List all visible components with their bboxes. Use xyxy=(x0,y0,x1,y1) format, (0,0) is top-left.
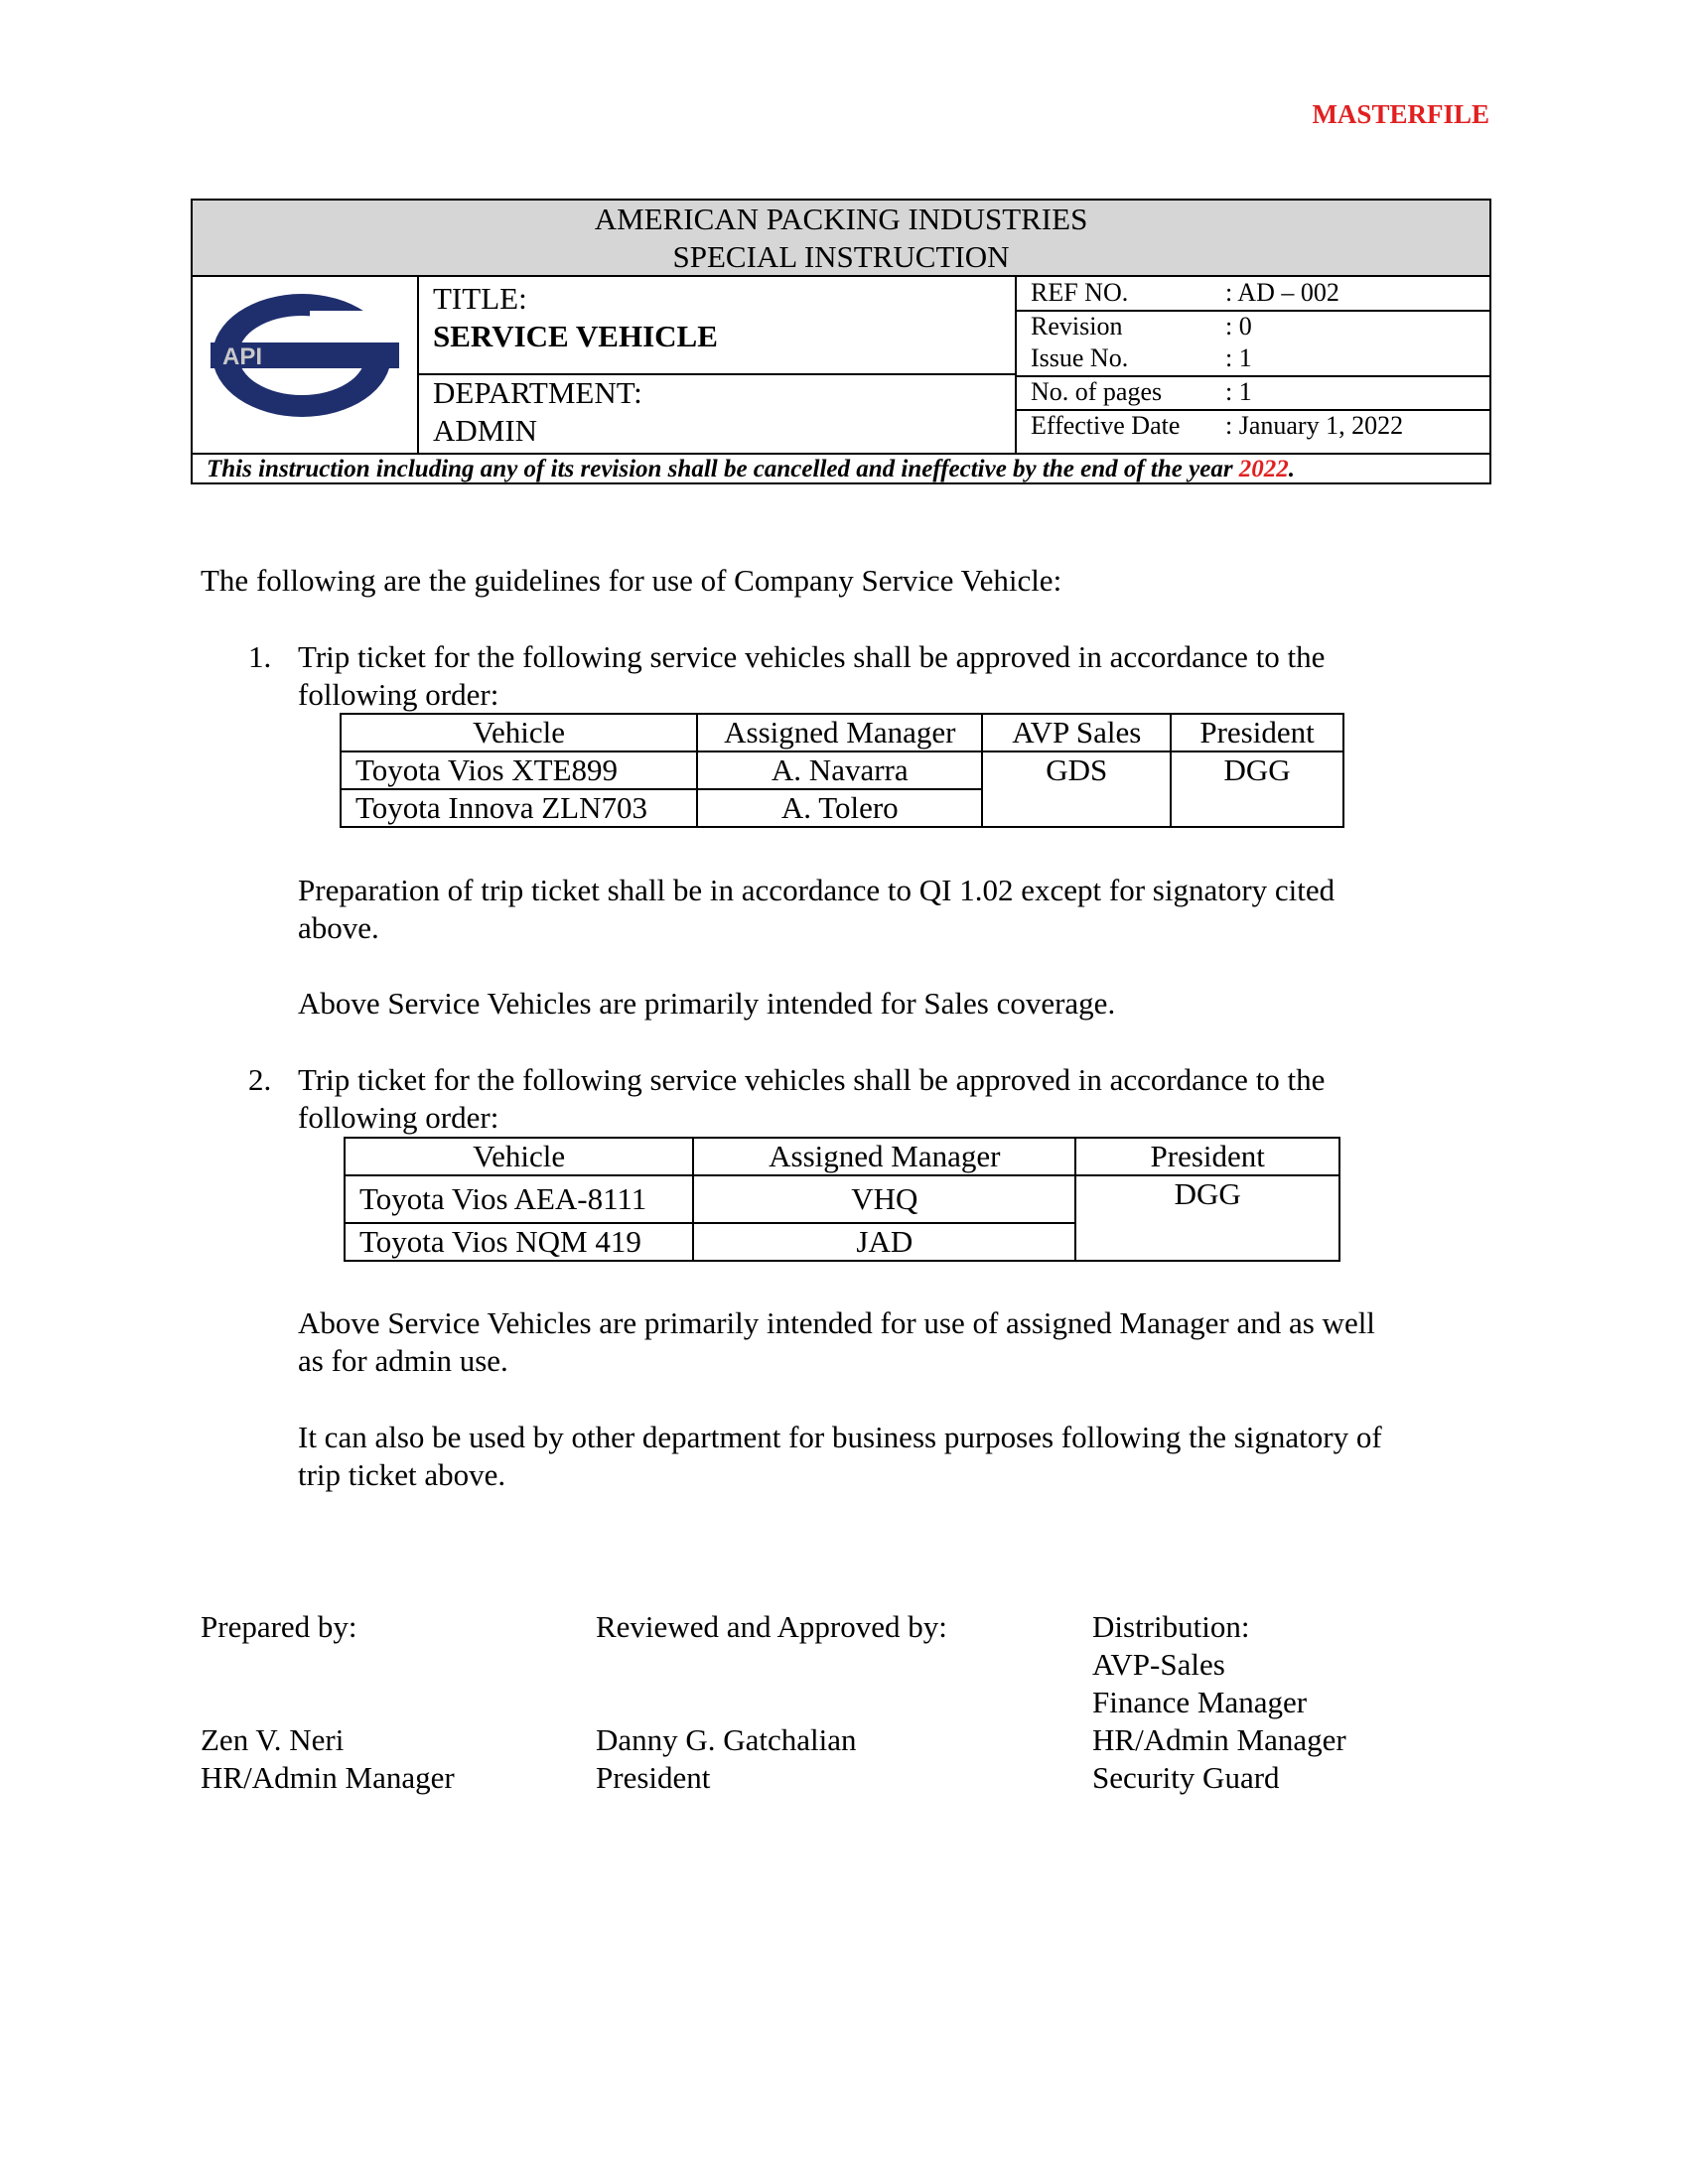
issue-label: Issue No. xyxy=(1031,343,1129,372)
title-value: SERVICE VEHICLE xyxy=(433,319,718,353)
notice-year: 2022 xyxy=(1238,456,1289,482)
effective-date-value: : January 1, 2022 xyxy=(1225,411,1404,440)
manager-cell: A. Tolero xyxy=(697,789,982,827)
table-header: President xyxy=(1171,714,1343,751)
section1-note1-line2: above. xyxy=(298,910,379,945)
company-name: AMERICAN PACKING INDUSTRIES xyxy=(594,202,1088,236)
vehicle-cell: Toyota Vios AEA-8111 xyxy=(345,1175,693,1223)
section1-line2: following order: xyxy=(298,677,499,712)
distribution-item: Finance Manager xyxy=(1092,1685,1308,1719)
president-cell: DGG xyxy=(1171,751,1343,827)
table-header-row xyxy=(345,1138,1339,1175)
section2-note1-line2: as for admin use. xyxy=(298,1343,508,1378)
effective-date-label: Effective Date xyxy=(1031,411,1181,440)
issue-value: : 1 xyxy=(1225,343,1252,372)
title-cell xyxy=(419,277,1017,453)
notice-text: This instruction including any of its revision shall be cancelled and ineffective by the end of the year xyxy=(207,456,1239,482)
notice-end: . xyxy=(1288,456,1296,482)
intro-text: The following are the guidelines for use of Company Service Vehicle: xyxy=(201,563,1062,598)
logo-cell xyxy=(193,277,419,453)
approved-by-label: Reviewed and Approved by: xyxy=(596,1609,947,1644)
vehicle-cell: Toyota Innova ZLN703 xyxy=(341,789,697,827)
manager-cell: JAD xyxy=(693,1223,1075,1261)
api-logo-icon xyxy=(211,291,399,420)
ref-label: REF NO. xyxy=(1031,278,1129,307)
section1-note2: Above Service Vehicles are primarily intended for Sales coverage. xyxy=(298,986,1116,1021)
header-title-band xyxy=(193,201,1489,277)
table-row xyxy=(345,1175,1339,1223)
revision-value: : 0 xyxy=(1225,312,1252,341)
manager-cell: A. Navarra xyxy=(697,751,982,789)
document-header xyxy=(191,199,1491,484)
department-label: DEPARTMENT: xyxy=(433,375,642,410)
avp-sales-cell: GDS xyxy=(982,751,1171,827)
section1-table xyxy=(340,713,1344,828)
table-row xyxy=(341,751,1343,789)
prepared-by-name: Zen V. Neri xyxy=(201,1722,345,1757)
title-label: TITLE: xyxy=(433,281,527,316)
validity-notice xyxy=(193,453,1489,482)
pages-label: No. of pages xyxy=(1031,377,1163,406)
masterfile-label: MASTERFILE xyxy=(1312,99,1489,129)
distribution-label: Distribution: xyxy=(1092,1609,1250,1644)
prepared-by-label: Prepared by: xyxy=(201,1609,357,1644)
pages-value: : 1 xyxy=(1225,377,1252,406)
approved-by-name: Danny G. Gatchalian xyxy=(596,1722,857,1757)
distribution-item: AVP-Sales xyxy=(1092,1647,1225,1682)
table-header: AVP Sales xyxy=(982,714,1171,751)
logo-text: API xyxy=(222,343,263,370)
document-type: SPECIAL INSTRUCTION xyxy=(672,239,1010,274)
section2-line1: Trip ticket for the following service vehicles shall be approved in accordance to the xyxy=(298,1062,1326,1097)
president-cell: DGG xyxy=(1075,1175,1339,1261)
section2-note2-line2: trip ticket above. xyxy=(298,1457,506,1492)
department-value: ADMIN xyxy=(433,413,538,448)
manager-cell: VHQ xyxy=(693,1175,1075,1223)
approved-by-title: President xyxy=(596,1760,711,1795)
vehicle-cell: Toyota Vios XTE899 xyxy=(341,751,697,789)
table-header: Assigned Manager xyxy=(697,714,982,751)
section1-note1-line1: Preparation of trip ticket shall be in accordance to QI 1.02 except for signatory cited xyxy=(298,873,1336,907)
section1-line1: Trip ticket for the following service vehicles shall be approved in accordance to the xyxy=(298,639,1326,674)
section2-number: 2. xyxy=(248,1062,272,1097)
table-header: President xyxy=(1075,1138,1339,1175)
revision-label: Revision xyxy=(1031,312,1123,341)
distribution-item: HR/Admin Manager xyxy=(1092,1722,1346,1757)
table-header: Vehicle xyxy=(345,1138,693,1175)
section1-number: 1. xyxy=(248,639,272,674)
section2-line2: following order: xyxy=(298,1100,499,1135)
section2-note2-line1: It can also be used by other department for business purposes following the signatory of xyxy=(298,1420,1382,1454)
table-header: Assigned Manager xyxy=(693,1138,1075,1175)
table-header: Vehicle xyxy=(341,714,697,751)
ref-value: : AD – 002 xyxy=(1225,278,1339,307)
section2-note1-line1: Above Service Vehicles are primarily intended for use of assigned Manager and as well xyxy=(298,1305,1375,1340)
distribution-item: Security Guard xyxy=(1092,1760,1280,1795)
table-header-row xyxy=(341,714,1343,751)
prepared-by-title: HR/Admin Manager xyxy=(201,1760,455,1795)
vehicle-cell: Toyota Vios NQM 419 xyxy=(345,1223,693,1261)
section2-table xyxy=(344,1137,1340,1262)
